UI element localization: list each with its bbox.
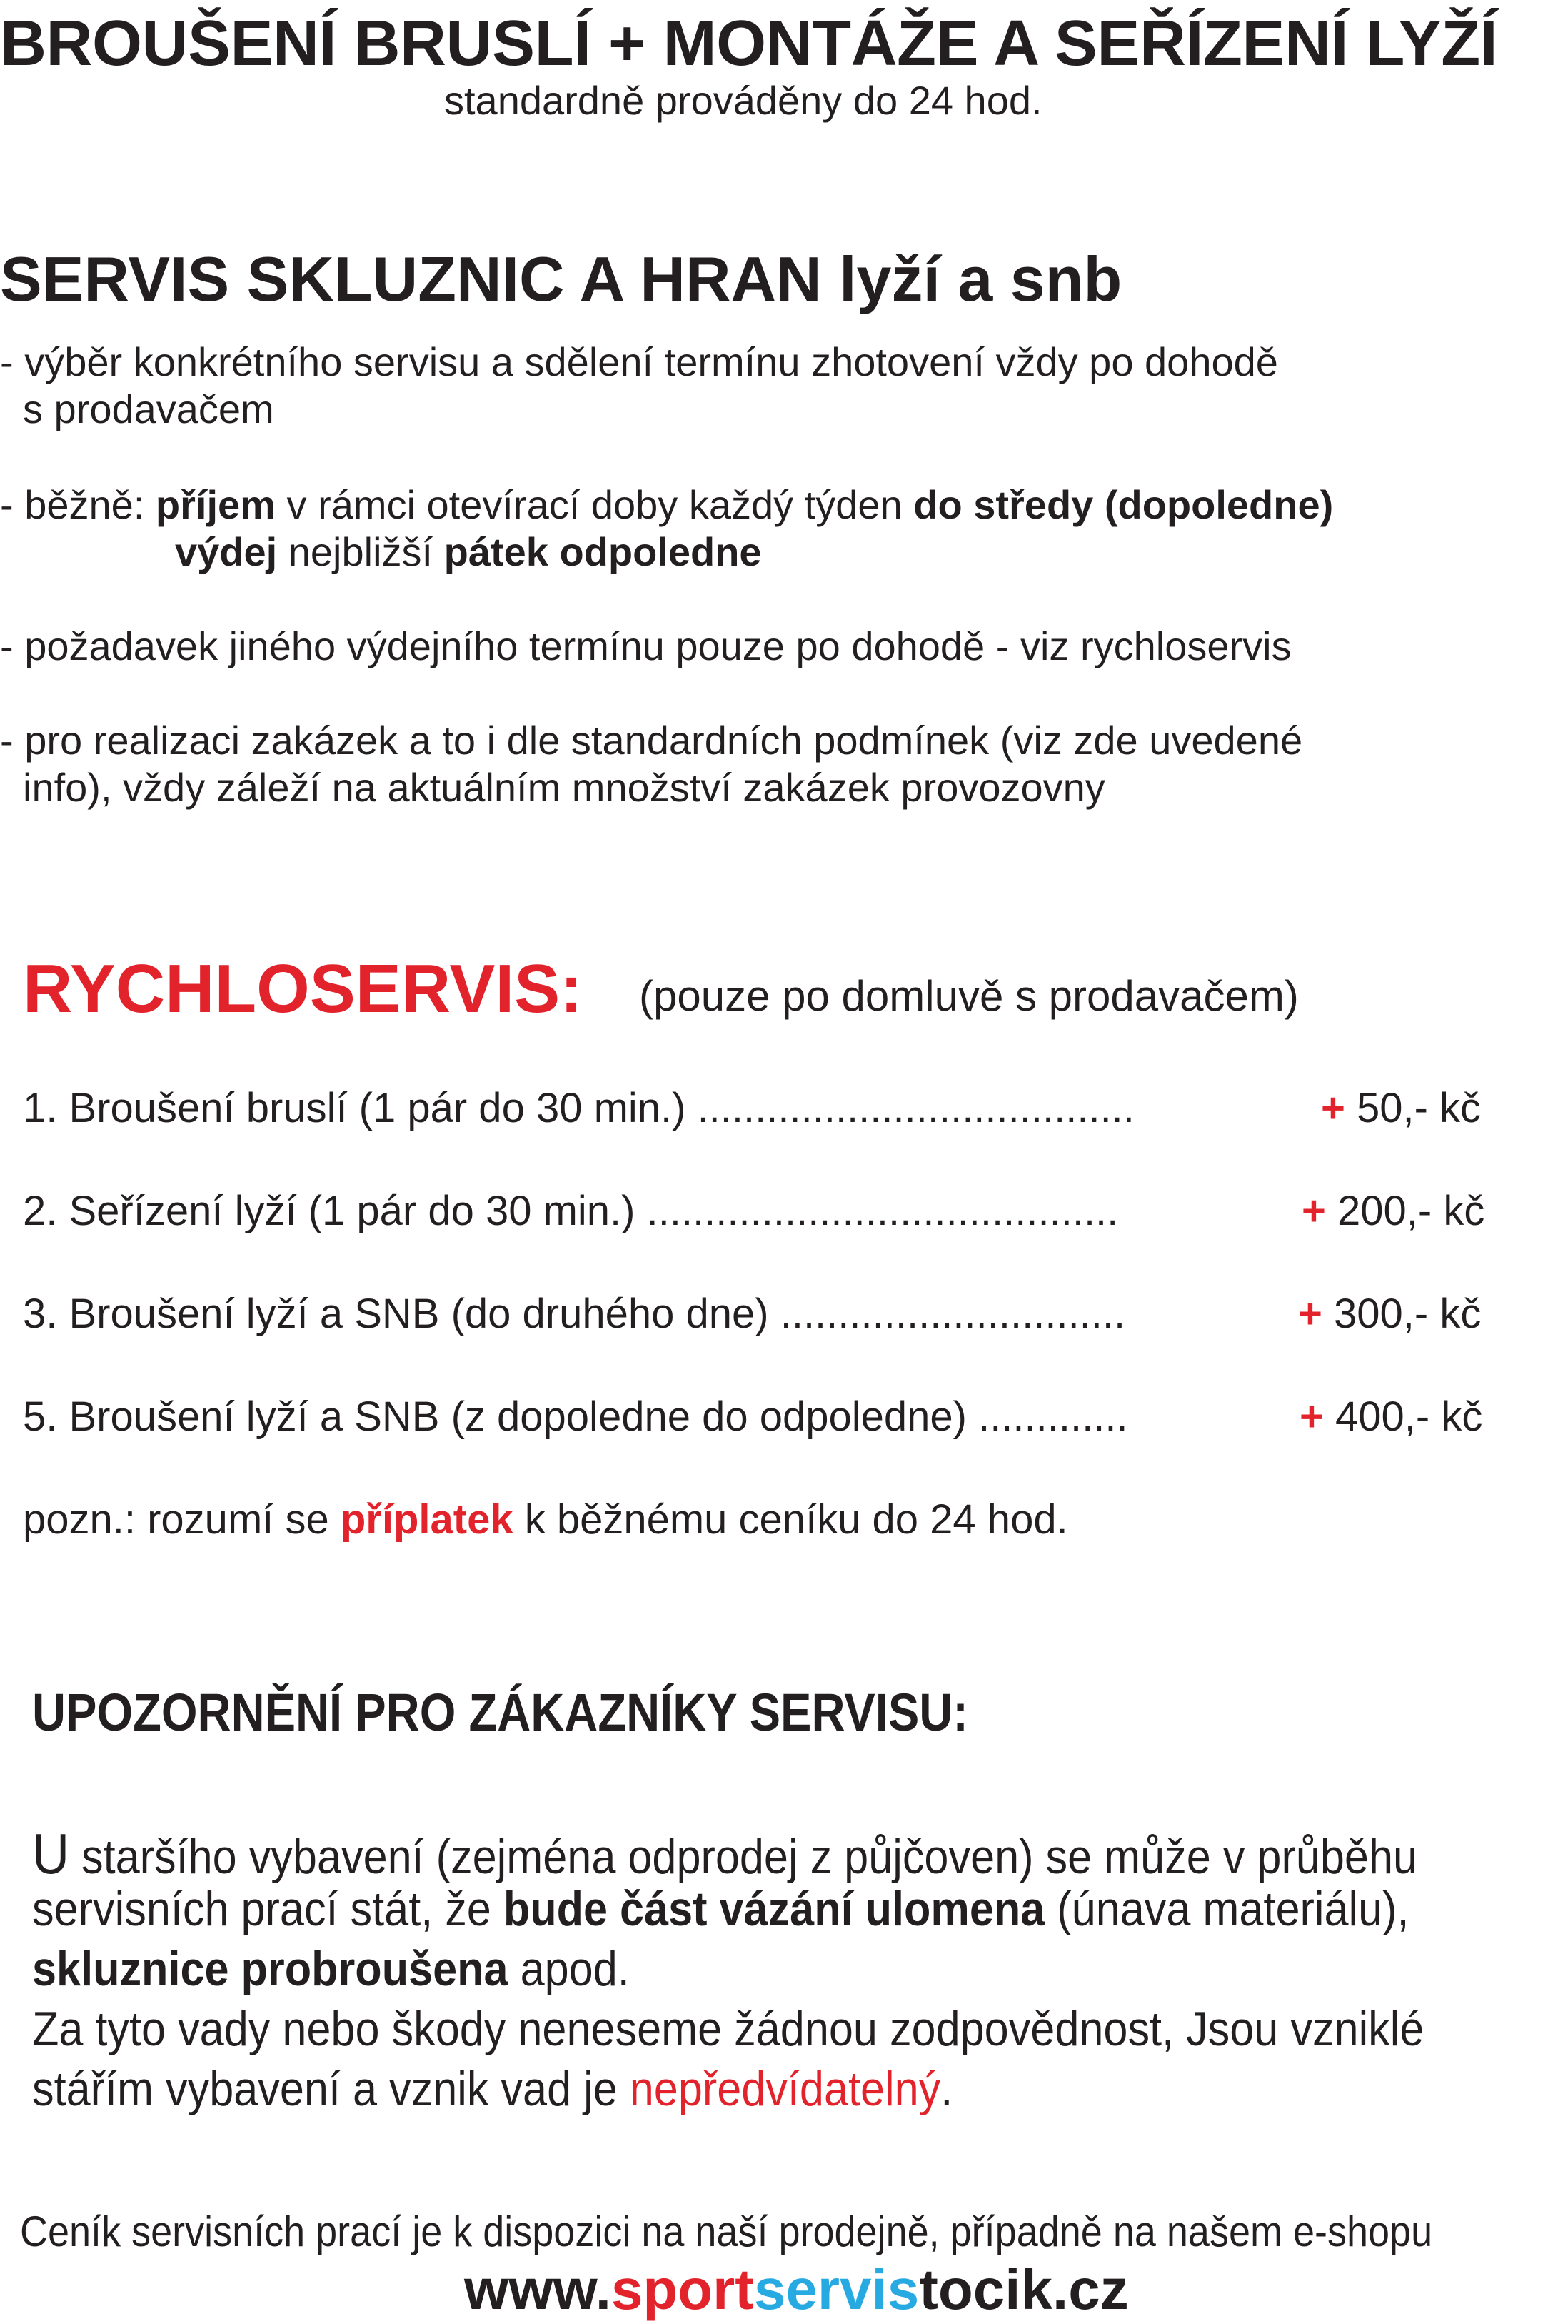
service-line-realization-cont: info), vždy záleží na aktuálním množství zakázek provozovny bbox=[23, 765, 1105, 810]
service-line-other-term: - požadavek jiného výdejního termínu pouze po dohodě - viz rychloservis bbox=[0, 623, 1292, 668]
price-item-label: 3. Broušení lyží a SNB (do druhého dne) .............................. bbox=[23, 1291, 1126, 1337]
warning-text: staršího vybavení (zejména odprodej z půjčoven) se může v průběhu bbox=[69, 1830, 1418, 1884]
plus-sign: + bbox=[1300, 1393, 1324, 1440]
url-tocik: tocik.cz bbox=[919, 2258, 1129, 2321]
warning-text: apod. bbox=[508, 1942, 630, 1996]
footer-note bbox=[20, 2207, 1568, 2256]
price-amount: 300,- kč bbox=[1334, 1291, 1482, 1337]
footnote-surcharge: příplatek bbox=[340, 1496, 513, 1543]
website-link[interactable] bbox=[464, 2257, 1129, 2323]
warning-text: . bbox=[940, 2062, 953, 2116]
warning-text: (únava materiálu), bbox=[1045, 1882, 1409, 1936]
warning-line-1 bbox=[32, 1821, 1568, 1887]
service-section-title: SERVIS SKLUZNIC A HRAN lyží a snb bbox=[0, 244, 1122, 314]
warning-emphasis: skluznice probroušena bbox=[32, 1942, 508, 1996]
price-amount: 200,- kč bbox=[1337, 1188, 1485, 1234]
warning-unpredictable: nepředvídatelný bbox=[629, 2062, 941, 2116]
url-sport: sport bbox=[610, 2258, 754, 2321]
rychloservis-footnote bbox=[23, 1496, 1068, 1543]
footnote-suffix: k běžnému ceníku do 24 hod. bbox=[513, 1496, 1068, 1543]
intake-deadline: do středy (dopoledne) bbox=[913, 482, 1334, 527]
url-servis: servis bbox=[753, 2258, 920, 2321]
pickup-time: pátek odpoledne bbox=[443, 529, 762, 574]
warning-line-3 bbox=[32, 1941, 696, 1997]
price-item-value bbox=[1321, 1084, 1481, 1132]
service-line-pickup bbox=[175, 529, 762, 575]
footnote-prefix: pozn.: rozumí se bbox=[23, 1496, 341, 1543]
price-item-label: 5. Broušení lyží a SNB (z dopoledne do odpoledne) ............. bbox=[23, 1393, 1128, 1440]
price-amount: 50,- kč bbox=[1357, 1085, 1482, 1131]
service-line-realization: - pro realizaci zakázek a to i dle standardních podmínek (viz zde uvedené bbox=[0, 718, 1303, 763]
warning-line-5 bbox=[32, 2061, 1055, 2117]
pickup-text: nejbližší bbox=[277, 529, 444, 574]
rychloservis-note: (pouze po domluvě s prodavačem) bbox=[639, 972, 1299, 1020]
plus-sign: + bbox=[1302, 1188, 1326, 1234]
warning-title-text: UPOZORNĚNÍ PRO ZÁKAZNÍKY SERVISU: bbox=[32, 1683, 968, 1742]
price-item-label: 1. Broušení bruslí (1 pár do 30 min.) ...................................... bbox=[23, 1085, 1135, 1131]
plus-sign: + bbox=[1298, 1291, 1322, 1337]
service-line-2: s prodavačem bbox=[23, 386, 274, 431]
warning-text: servisních prací stát, že bbox=[32, 1882, 503, 1936]
intake-prefix: - běžně: bbox=[0, 482, 156, 527]
warning-text: stářím vybavení a vznik vad je bbox=[32, 2062, 630, 2116]
warning-emphasis: bude část vázání ulomena bbox=[503, 1882, 1045, 1936]
warning-text: Za tyto vady nebo škody neneseme žádnou zodpovědnost, Jsou vzniklé bbox=[32, 2002, 1424, 2056]
warning-line-2 bbox=[32, 1881, 1562, 1937]
price-amount: 400,- kč bbox=[1335, 1393, 1483, 1440]
page-title: BROUŠENÍ BRUSLÍ + MONTÁŽE A SEŘÍZENÍ LYŽÍ bbox=[0, 8, 1498, 79]
service-line-1: - výběr konkrétního servisu a sdělení termínu zhotovení vždy po dohodě bbox=[0, 339, 1278, 384]
price-item-label: 2. Seřízení lyží (1 pár do 30 min.) ......................................... bbox=[23, 1188, 1119, 1234]
warning-line-4 bbox=[32, 2001, 1568, 2057]
rychloservis-title: RYCHLOSERVIS: bbox=[23, 951, 583, 1027]
footer-note-text: Ceník servisních prací je k dispozici na naší prodejně, případně na našem e-shopu bbox=[20, 2208, 1433, 2255]
warning-title bbox=[32, 1682, 1096, 1743]
url-www: www. bbox=[464, 2258, 611, 2321]
service-line-intake bbox=[0, 481, 1333, 528]
price-item-value bbox=[1300, 1393, 1482, 1441]
pickup-label: výdej bbox=[175, 529, 278, 574]
price-item-value bbox=[1298, 1290, 1481, 1338]
price-item-value bbox=[1302, 1187, 1484, 1235]
plus-sign: + bbox=[1321, 1085, 1345, 1131]
intake-label: příjem bbox=[155, 482, 276, 527]
page-subtitle: standardně prováděny do 24 hod. bbox=[444, 78, 1042, 123]
warning-initial: U bbox=[32, 1822, 70, 1885]
intake-text: v rámci otevírací doby každý týden bbox=[275, 482, 914, 527]
